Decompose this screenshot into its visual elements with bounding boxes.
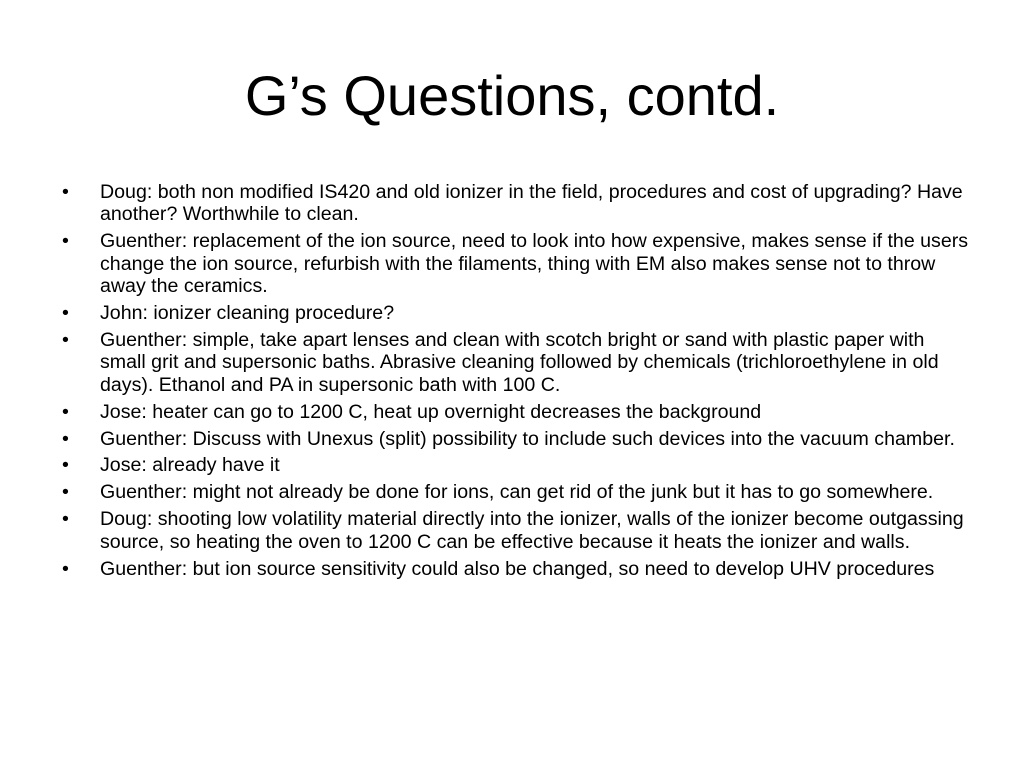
bullet-item-john-1 [62,302,972,324]
bullet-item-guenther-2 [62,329,972,396]
bullet-icon: • [62,427,69,450]
bullet-icon: • [62,328,69,351]
bullet-text: Doug: shooting low volatility material directly into the ionizer, walls of the ionizer become outgassing source, so heating the oven to 1200 C can be effective because it heats the ionizer and walls. [100,508,964,553]
bullet-icon: • [62,302,69,325]
bullet-text: Jose: already have it [100,454,280,477]
bullet-text: Guenther: but ion source sensitivity could also be changed, so need to develop UHV procedures [100,557,935,580]
bullet-item-guenther-3 [62,428,972,450]
bullet-text: Doug: both non modified IS420 and old ionizer in the field, procedures and cost of upgrading? Have another? Worthwhile to clean. [100,181,963,226]
bullet-text: Guenther: might not already be done for ions, can get rid of the junk but it has to go somewhere. [100,481,934,504]
bullet-item-jose-1 [62,401,972,423]
bullet-icon: • [62,454,69,477]
bullet-icon: • [62,481,69,504]
bullet-icon: • [62,181,69,203]
bullet-icon: • [62,400,69,423]
bullet-item-doug-1 [62,181,972,226]
bullet-item-guenther-5 [62,558,972,580]
bullet-item-guenther-1 [62,230,972,297]
bullet-text: Jose: heater can go to 1200 C, heat up overnight decreases the background [100,400,762,423]
bullet-item-jose-2 [62,454,972,476]
bullet-text: Guenther: simple, take apart lenses and clean with scotch bright or sand with plastic paper with small grit and supersonic baths. Abrasive cleaning followed by chemicals (trichloroethylene in old days). Ethanol and PA in supersonic bath with 100 C. [100,328,939,396]
bullet-text: Guenther: Discuss with Unexus (split) possibility to include such devices into the vacuum chamber. [100,427,955,450]
slide-title: G’s Questions, contd. [244,64,780,127]
bullet-text: Guenther: replacement of the ion source, need to look into how expensive, makes sense if the users change the ion source, refurbish with the filaments, thing with EM also makes sense not to throw away the ceramics. [100,230,969,298]
bullet-text: John: ionizer cleaning procedure? [100,302,395,325]
bullet-item-doug-2 [62,508,972,553]
bullet-list [62,181,972,585]
bullet-item-guenther-4 [62,481,972,503]
bullet-icon: • [62,557,69,580]
bullet-icon: • [62,508,69,531]
bullet-icon: • [62,230,69,253]
